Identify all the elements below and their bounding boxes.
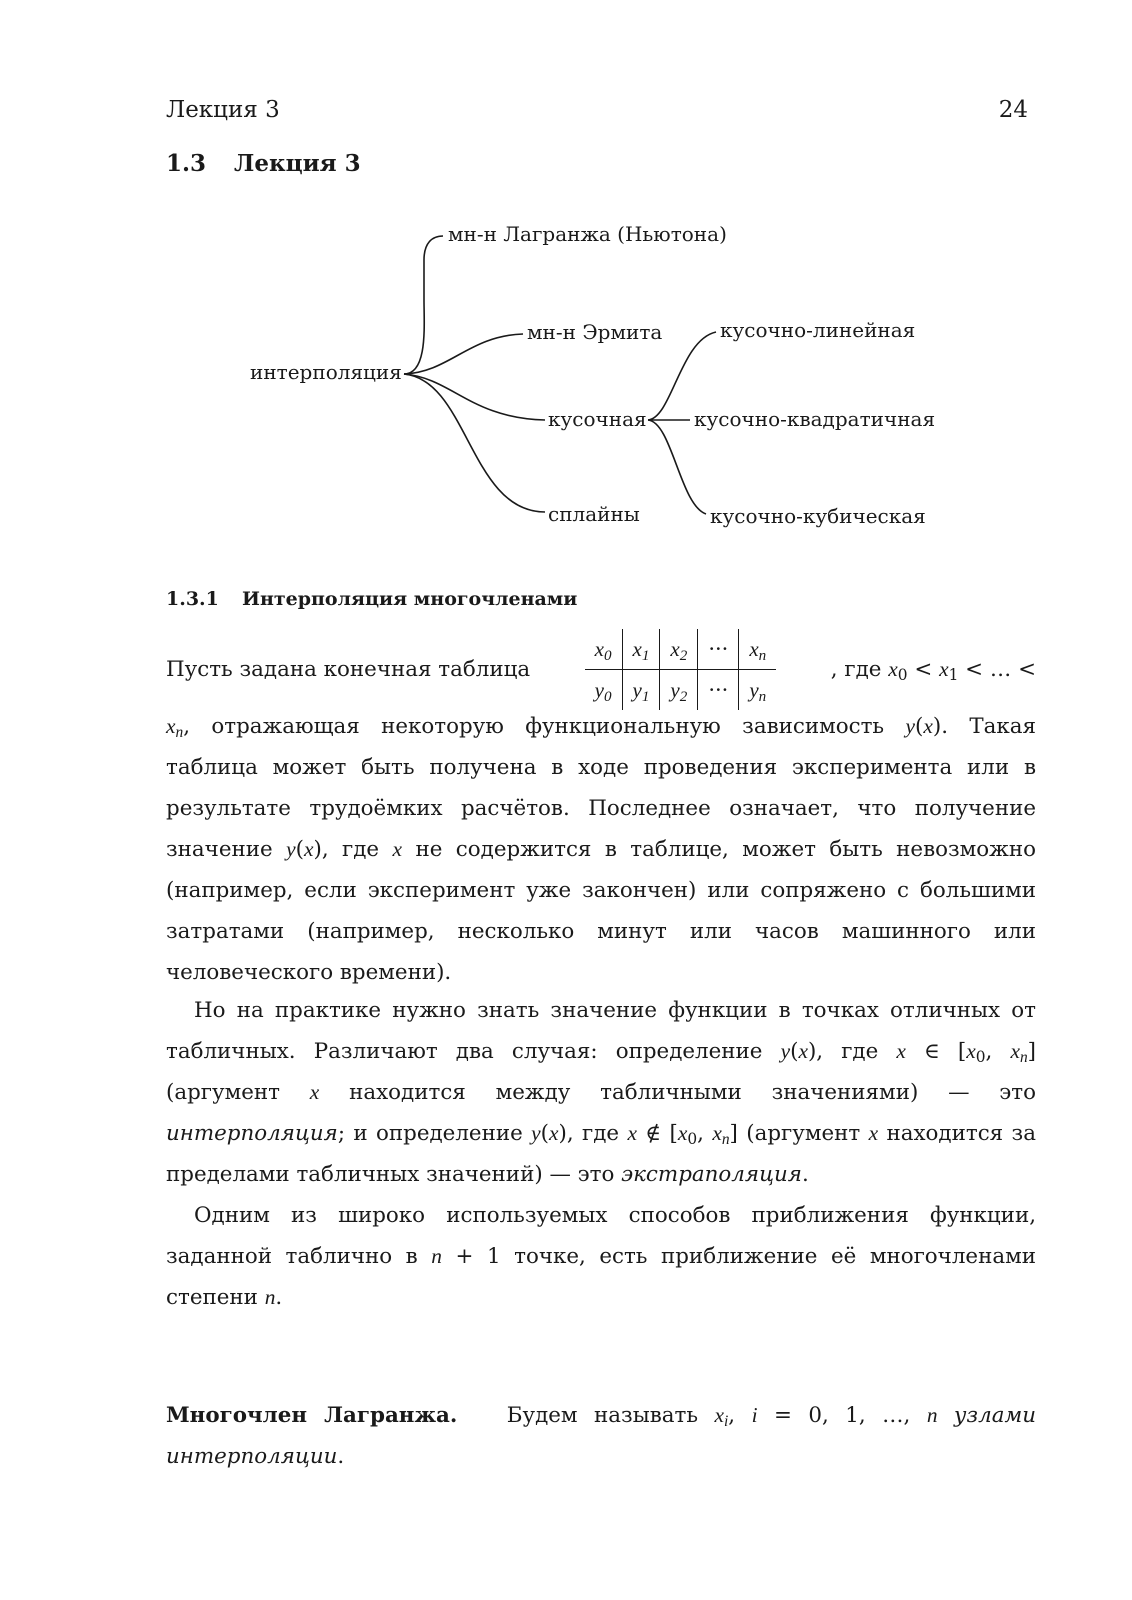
node-splines: сплайны bbox=[548, 502, 640, 526]
node-piecewise-linear: кусочно-линейная bbox=[720, 318, 916, 342]
node-interpolation-root: интерполяция bbox=[250, 360, 402, 384]
paragraph-3: Одним из широко используемых способов приближения функции, заданной таблично в n + 1 точке, есть приближение её многочленами степени n. bbox=[166, 1203, 1036, 1310]
paragraph-1 bbox=[166, 628, 1036, 993]
table-cell-xdots: ··· bbox=[698, 629, 739, 670]
table-cell-y1: $y_1$ bbox=[622, 669, 660, 710]
p1-start-text: Пусть задана конечная таблица bbox=[166, 656, 531, 682]
table-cell-xn: $x_n$ bbox=[739, 629, 776, 670]
lagrange-heading: Многочлен Лагранжа. bbox=[166, 1403, 458, 1428]
section-title: Лекция 3 bbox=[234, 150, 361, 177]
term-interpolation-nodes: узлами интерполяции bbox=[166, 1403, 1036, 1469]
node-piecewise-quadratic: кусочно-квадратичная bbox=[694, 407, 936, 431]
table-cell-y0: $y_0$ bbox=[594, 677, 612, 705]
edge-piecewise-cubic bbox=[648, 420, 706, 514]
table-row-y bbox=[585, 669, 777, 710]
subsection-number: 1.3.1 bbox=[166, 588, 219, 610]
page-number: 24 bbox=[998, 97, 1028, 123]
subsection-title: Интерполяция многочленами bbox=[242, 588, 578, 610]
edge-root-lagrange bbox=[404, 236, 443, 374]
table-cell-yn: $y_n$ bbox=[739, 669, 776, 710]
table-cell-x0: $x_0$ bbox=[585, 629, 622, 670]
section-number: 1.3 bbox=[166, 150, 207, 177]
table-cell-y2: $y_2$ bbox=[660, 669, 698, 710]
running-header: Лекция 3 bbox=[166, 97, 280, 123]
value-table bbox=[585, 629, 777, 710]
table-cell-ydots: ··· bbox=[698, 669, 739, 710]
table-row-x bbox=[585, 629, 777, 670]
paragraph-2: Но на практике нужно знать значение функции в точках отличных от табличных. Различают два случая: определение y(x), где x ∈ [$x_0$, $x_n$] (аргумент x находится между табличными значениями) — это интерполяция; и определение y(x), где x ∉ [$x_0$, $x_n$] (аргумент x находится за пределами табличных значений) — это экстраполяция. bbox=[166, 998, 1036, 1187]
paragraph-1-first-line bbox=[166, 628, 1036, 710]
paragraph-1-body: $x_n$, отражающая некоторую функциональную зависимость y(x). Такая таблица может быть получена в ходе проведения эксперимента или в результате трудоёмких расчётов. Последнее означает, что получение значение y(x), где x не содержится в таблице, может быть невозможно (например, если эксперимент уже закончен) или сопряжено с большими затратами (например, несколько минут или часов машинного или человеческого времени). bbox=[166, 714, 1036, 985]
term-interpolation: интерполяция bbox=[166, 1121, 338, 1146]
node-piecewise: кусочная bbox=[548, 407, 647, 431]
edge-root-splines bbox=[404, 374, 545, 512]
node-hermite: мн-н Эрмита bbox=[527, 320, 663, 344]
p1-after-table: , где $x_0 < x_1$ < … < bbox=[830, 656, 1036, 684]
subsection-heading bbox=[166, 588, 577, 610]
paragraph-lagrange: Многочлен Лагранжа. Будем называть $x_i$, i = 0, 1, …, n узлами интерполяции. bbox=[166, 1403, 1036, 1469]
interpolation-tree-diagram bbox=[0, 0, 1132, 560]
term-extrapolation: экстраполяция bbox=[621, 1162, 802, 1187]
node-lagrange: мн-н Лагранжа (Ньютона) bbox=[448, 222, 727, 246]
node-piecewise-cubic: кусочно-кубическая bbox=[710, 504, 926, 528]
table-cell-x1: $x_1$ bbox=[622, 629, 660, 670]
table-cell-x2: $x_2$ bbox=[660, 629, 698, 670]
